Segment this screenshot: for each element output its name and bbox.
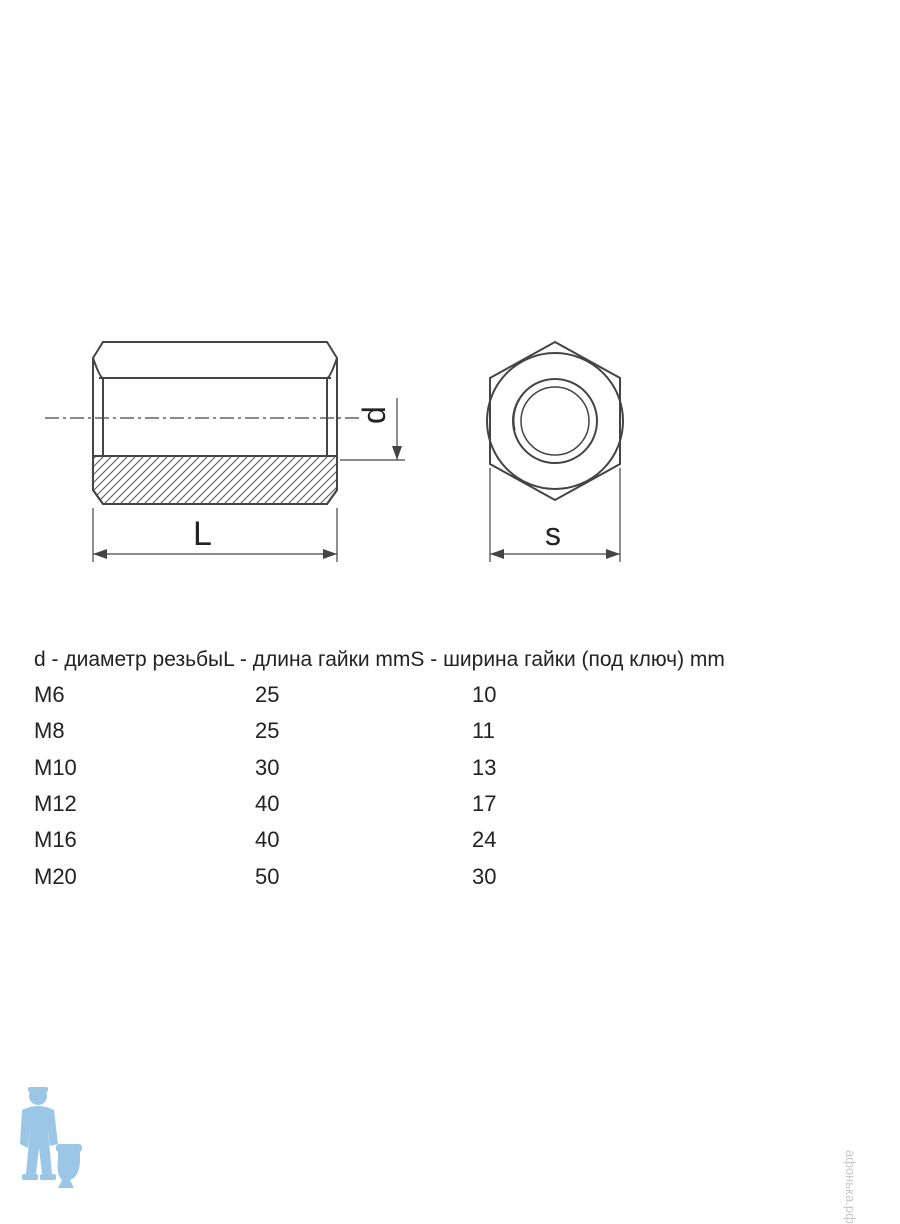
cell-width: 24 xyxy=(472,827,497,852)
label-d: d xyxy=(356,406,392,424)
cell-thread: M16 xyxy=(34,827,77,852)
label-s: s xyxy=(545,516,561,552)
cell-width: 17 xyxy=(472,791,497,816)
table-row xyxy=(34,755,734,791)
cell-length: 40 xyxy=(255,827,280,852)
table-header: d - диаметр резьбыL - длина гайки mmS - ширина гайки (под ключ) mm xyxy=(34,648,725,671)
cell-width: 11 xyxy=(472,718,495,743)
table-row xyxy=(34,718,734,754)
side-view xyxy=(45,342,405,562)
cell-length: 25 xyxy=(255,718,280,743)
cell-thread: M6 xyxy=(34,682,65,707)
cell-width: 30 xyxy=(472,864,497,889)
cell-length: 30 xyxy=(255,755,280,780)
cell-width: 13 xyxy=(472,755,497,780)
cell-thread: M12 xyxy=(34,791,77,816)
plumber-mascot-logo xyxy=(8,1082,88,1192)
cell-thread: M20 xyxy=(34,864,77,889)
table-row xyxy=(34,827,734,863)
table-row xyxy=(34,791,734,827)
cell-length: 25 xyxy=(255,682,280,707)
cell-length: 40 xyxy=(255,791,280,816)
table-row xyxy=(34,682,734,718)
label-L: L xyxy=(193,515,212,553)
table-row xyxy=(34,864,734,900)
watermark: афонька.рф xyxy=(843,1150,858,1224)
cell-length: 50 xyxy=(255,864,280,889)
cell-thread: M10 xyxy=(34,755,77,780)
cell-thread: M8 xyxy=(34,718,65,743)
cell-width: 10 xyxy=(472,682,497,707)
